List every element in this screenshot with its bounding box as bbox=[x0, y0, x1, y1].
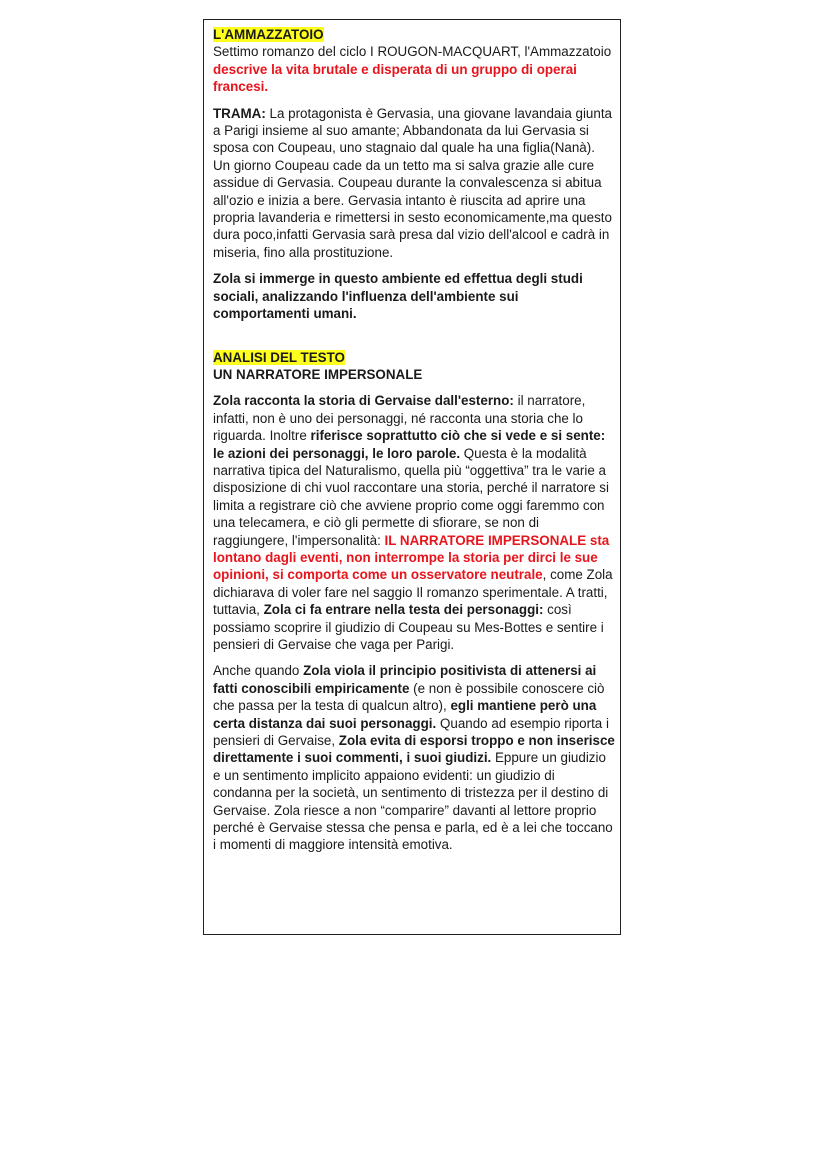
p1-bold-3: Zola ci fa entrare nella testa dei personaggi: bbox=[263, 602, 544, 618]
section-2-subtitle: UN NARRATORE IMPERSONALE bbox=[213, 366, 423, 382]
document-content bbox=[213, 26, 615, 854]
p1-bold-1: Zola racconta la storia di Gervaise dall'esterno: bbox=[213, 393, 514, 409]
trama-text: La protagonista è Gervasia, una giovane lavandaia giunta a Parigi insieme al suo amante; Abbandonata da lui Gervasia si sposa con Coupeau, uno stagnaio dal quale ha una figlia(Nanà). Un giorno Coupeau cade da un tetto ma si salva grazie alle cure assidue di Gervasia. Coupeau durante la convalescenza si abitua all'ozio e inizia a bere. Gervasia intanto è riuscita ad aprire una propria lavanderia e rimettersi in sesto economicamente,ma questo dura poco,infatti Gervasia sarà presa dal vizio dell'alcool e cadrà in miseria, fino alla prostituzione. bbox=[213, 105, 612, 260]
p1-text-4: così possiamo scoprire il giudizio di Coupeau su Mes-Bottes e sentire i pensieri di Gervaise che vaga per Parigi. bbox=[213, 602, 604, 652]
section-2-title bbox=[213, 349, 615, 366]
p1-text-1: il narratore, infatti, non è uno dei personaggi, né racconta una storia che lo riguarda. Inoltre bbox=[213, 393, 586, 444]
p2-text-4: Eppure un giudizio e un sentimento implicito appaiono evidenti: un giudizio di condanna per la società, un sentimento di tristezza per il destino di Gervaise. Zola riesce a non “comparire” davanti al lettore proprio perché è Gervaise stessa che pensa e parla, ed è a lei che toccano i momenti di maggiore intensità emotiva. bbox=[213, 750, 613, 853]
p2-bold-1: Zola viola il principio positivista di attenersi ai fatti conoscibili empiricamente bbox=[213, 663, 597, 696]
p1-red-highlight: IL NARRATORE IMPERSONALE sta lontano dagli eventi, non interrompe la storia per dirci le sue opinioni, si comporta come un osservatore neutrale bbox=[213, 532, 610, 583]
analysis-paragraph-2 bbox=[213, 662, 615, 853]
p1-text-3: , come Zola dichiarava di voler fare nel saggio Il romanzo sperimentale. A tratti, tuttavia, bbox=[213, 567, 613, 618]
analysis-paragraph-1 bbox=[213, 392, 615, 653]
intro-highlight: descrive la vita brutale e disperata di un gruppo di operai francesi. bbox=[213, 61, 577, 95]
trama-label: TRAMA: bbox=[213, 105, 266, 121]
ammazzatoio-heading: L'AMMAZZATOIO bbox=[213, 27, 324, 42]
p2-text-3: Quando ad esempio riporta i pensieri di Gervaise, bbox=[213, 715, 609, 749]
section-1-title bbox=[213, 26, 615, 43]
intro-text: Settimo romanzo del ciclo I ROUGON-MACQUART, l'Ammazzatoio bbox=[213, 44, 612, 60]
p2-bold-2: egli mantiene però una certa distanza dai suoi personaggi. bbox=[213, 698, 597, 731]
intro-paragraph bbox=[213, 43, 615, 95]
p1-bold-2: riferisce soprattutto ciò che si vede e si sente: le azioni dei personaggi, le loro parole. bbox=[213, 428, 606, 461]
analisi-heading: ANALISI DEL TESTO bbox=[213, 349, 345, 365]
trama-paragraph bbox=[213, 105, 615, 262]
p2-text-2: (e non è possibile conoscere ciò che passa per la testa di qualcun altro), bbox=[213, 680, 605, 714]
p2-text-1: Anche quando bbox=[213, 663, 304, 679]
zola-summary: Zola si immerge in questo ambiente ed effettua degli studi sociali, analizzando l'influenza dell'ambiente sui comportamenti umani. bbox=[213, 271, 583, 322]
p1-text-2: Questa è la modalità narrativa tipica del Naturalismo, quella più “oggettiva” tra le varie a disposizione di chi vuol raccontare una storia, perché il narratore si limita a registrare ciò che avviene proprio come oggi faremmo con una telecamera, e ciò gli permette di sfiorare, se non di raggiungere, l'impersonalità: bbox=[213, 445, 609, 548]
p2-bold-3: Zola evita di esporsi troppo e non inserisce direttamente i suoi commenti, i suoi giudizi. bbox=[213, 733, 615, 766]
